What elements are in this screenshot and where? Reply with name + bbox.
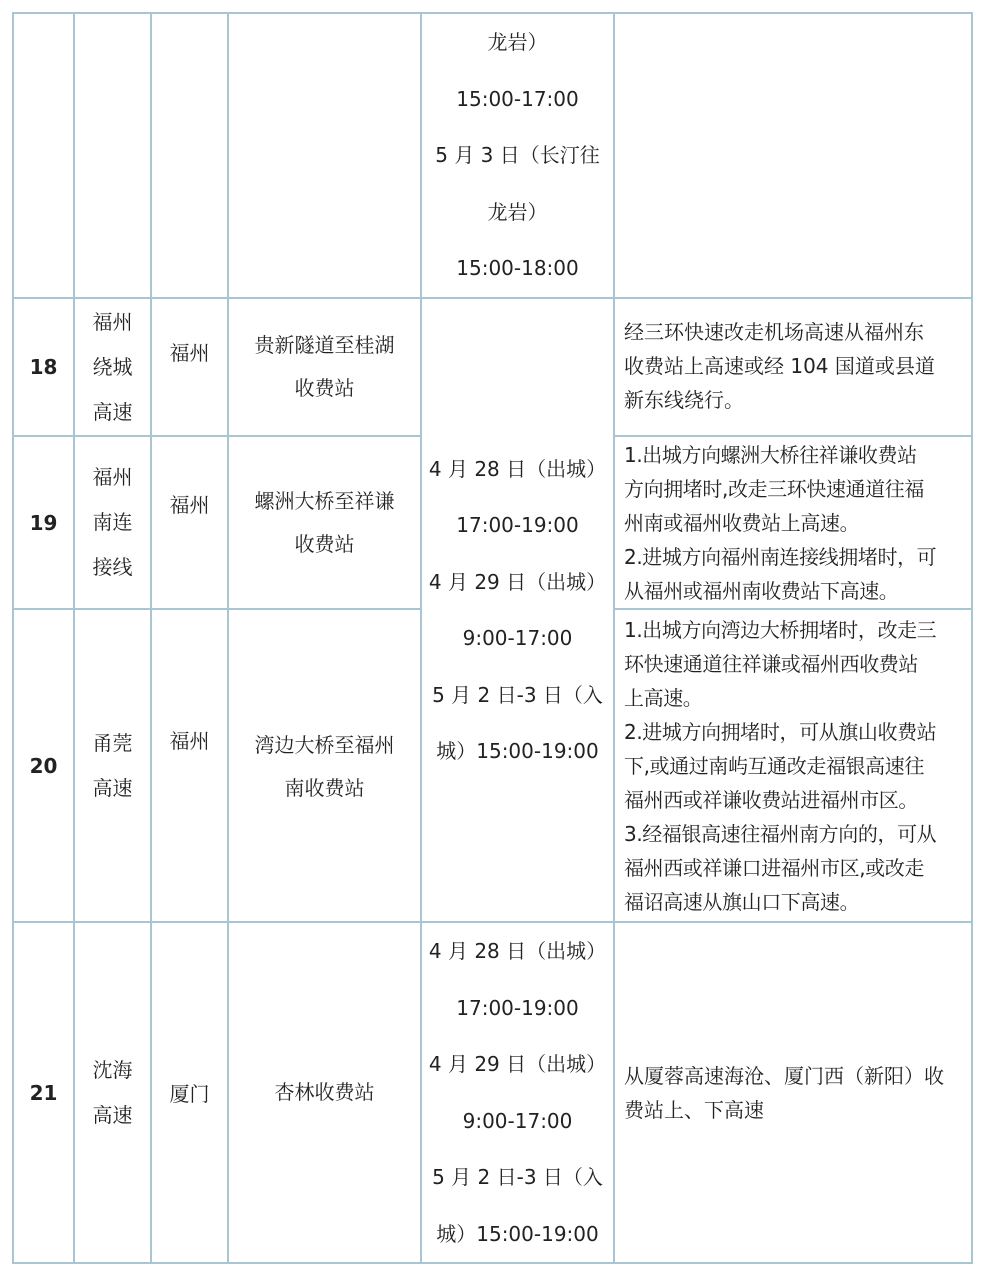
table-row <box>13 922 972 1263</box>
road-name <box>74 13 151 298</box>
detour-advice: 1.出城方向螺洲大桥往祥谦收费站 方向拥堵时,改走三环快速通道往福 州南或福州收费站上高速。 2.进城方向福州南连接线拥堵时，可 从福州或福州南收费站下高速。 <box>614 436 972 609</box>
row-number: 19 <box>13 436 74 609</box>
row-number <box>13 13 74 298</box>
congestion-time: 4 月 28 日（出城） 17:00-19:00 4 月 29 日（出城） 9:00-17:00 5 月 2 日-3 日（入 城）15:00-19:00 <box>421 922 614 1263</box>
congestion-time: 4 月 28 日（出城） 17:00-19:00 4 月 29 日（出城） 9:00-17:00 5 月 2 日-3 日（入 城）15:00-19:00 <box>421 298 614 922</box>
detour-advice <box>614 13 972 298</box>
city-name: 福州 <box>151 298 228 436</box>
road-name: 福州 绕城 高速 <box>74 298 151 436</box>
detour-advice: 经三环快速改走机场高速从福州东 收费站上高速或经 104 国道或县道 新东线绕行。 <box>614 298 972 436</box>
station-section <box>228 13 421 298</box>
road-name: 沈海 高速 <box>74 922 151 1263</box>
station-section: 湾边大桥至福州 南收费站 <box>228 609 421 922</box>
row-number: 18 <box>13 298 74 436</box>
city-name: 福州 <box>151 609 228 922</box>
toll-congestion-table <box>12 12 973 1264</box>
road-name: 甬莞 高速 <box>74 609 151 922</box>
row-number: 21 <box>13 922 74 1263</box>
city-name <box>151 13 228 298</box>
table-row <box>13 298 972 436</box>
city-name: 福州 <box>151 436 228 609</box>
station-section: 杏林收费站 <box>228 922 421 1263</box>
congestion-time: 龙岩） 15:00-17:00 5 月 3 日（长汀往 龙岩） 15:00-18:00 <box>421 13 614 298</box>
road-name: 福州 南连 接线 <box>74 436 151 609</box>
station-section: 螺洲大桥至祥谦 收费站 <box>228 436 421 609</box>
detour-advice: 从厦蓉高速海沧、厦门西（新阳）收 费站上、下高速 <box>614 922 972 1263</box>
station-section: 贵新隧道至桂湖 收费站 <box>228 298 421 436</box>
row-number: 20 <box>13 609 74 922</box>
city-name: 厦门 <box>151 922 228 1263</box>
table-row <box>13 13 972 298</box>
detour-advice: 1.出城方向湾边大桥拥堵时，改走三 环快速通道往祥谦或福州西收费站 上高速。 2.进城方向拥堵时，可从旗山收费站 下,或通过南屿互通改走福银高速往 福州西或祥谦收费站进福州市区。 3.经福银高速往福州南方向的，可从 福州西或祥谦口进福州市区,或改走 福诏高速从旗山口下高速。 <box>614 609 972 922</box>
